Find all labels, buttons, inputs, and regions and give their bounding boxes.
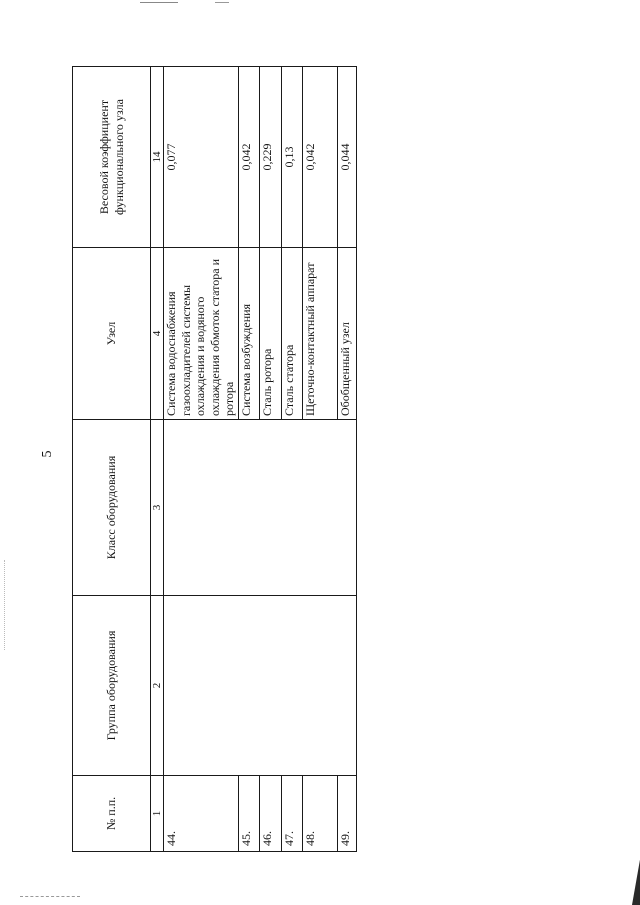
equipment-weight-table — [72, 66, 357, 852]
class-cell-merged — [164, 420, 357, 596]
scan-page-edge — [632, 860, 640, 905]
column-number: 2 — [151, 596, 164, 776]
weight-cell: 0,042 — [239, 67, 260, 248]
table-header-row — [73, 67, 151, 852]
row-number: 46. — [260, 776, 282, 852]
node-cell: Сталь статора — [282, 248, 303, 420]
column-number-row — [151, 67, 164, 852]
column-number: 14 — [151, 67, 164, 248]
header-node: Узел — [73, 248, 151, 420]
weight-cell: 0,077 — [164, 67, 239, 248]
row-number: 47. — [282, 776, 303, 852]
row-number: 44. — [164, 776, 239, 852]
node-cell: Сталь ротора — [260, 248, 282, 420]
header-num: № п.п. — [73, 776, 151, 852]
column-number: 4 — [151, 248, 164, 420]
header-group: Группа оборудования — [73, 596, 151, 776]
weight-cell: 0,13 — [282, 67, 303, 248]
table-row — [164, 67, 239, 852]
page-number: 5 — [40, 450, 55, 458]
weight-cell: 0,042 — [303, 67, 338, 248]
scan-artifact-top-2 — [215, 2, 229, 3]
weight-cell: 0,044 — [338, 67, 357, 248]
rotated-table-frame — [72, 67, 356, 852]
scan-artifact-bottom — [20, 896, 80, 898]
node-cell: Щеточно-контактный аппарат — [303, 248, 338, 420]
weight-cell: 0,229 — [260, 67, 282, 248]
scan-artifact-top — [140, 2, 178, 3]
header-class: Класс оборудования — [73, 420, 151, 596]
node-cell: Обобщенный узел — [338, 248, 357, 420]
node-cell: Система возбуждения — [239, 248, 260, 420]
column-number: 1 — [151, 776, 164, 852]
row-number: 45. — [239, 776, 260, 852]
scan-artifact-left — [4, 560, 6, 650]
group-cell-merged — [164, 596, 357, 776]
node-cell: Система водоснабжения газоохладителей системы охлаждения и водяного охлаждения обмоток статора и ротора — [164, 248, 239, 420]
row-number: 49. — [338, 776, 357, 852]
header-weight: Весовой коэффициент функционального узла — [73, 67, 151, 248]
row-number: 48. — [303, 776, 338, 852]
column-number: 3 — [151, 420, 164, 596]
